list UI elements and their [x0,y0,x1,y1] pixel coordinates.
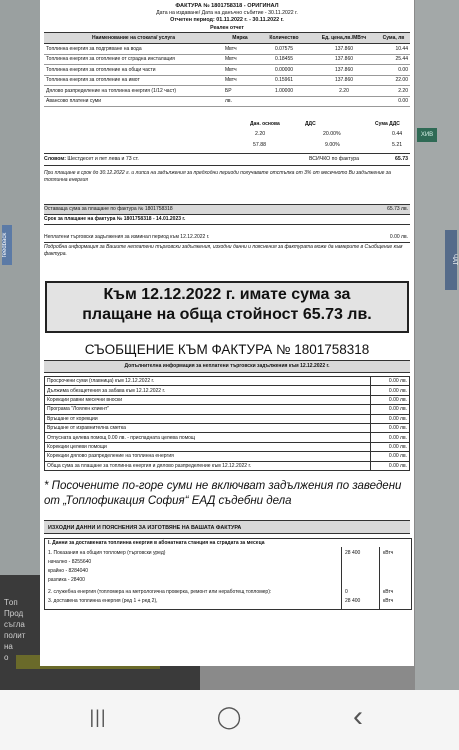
source-line: начално - 8255640 [48,559,92,565]
back-icon[interactable]: ‹ [353,700,363,733]
invoice-title: ФАКТУРА № 1801758318 - ОРИГИНАЛ [175,3,279,9]
source-data-table [44,538,412,610]
table-cell: 0.00 [377,96,410,107]
source-line: 2. служебна енергия (топломера на метрологична проверка, ремонт или неработещ топломер): [48,589,272,595]
cookie-banner-line: полит [4,631,26,640]
table-cell: Мвтч [223,75,257,86]
table-cell: 0.00 лв. [371,395,410,404]
cookie-banner-line: съгла [4,620,25,629]
cookie-banner-line: на [4,642,13,651]
column-header: Ед. цена,лв./МВтч [311,33,377,44]
source-line: крайно - 8284040 [48,568,88,574]
table-cell: 0.00 лв. [371,433,410,442]
table-cell: 10.44 [377,44,410,55]
invoice-document [40,0,414,666]
table-row [44,65,410,76]
unpaid-value: 0.00 лв. [389,234,408,240]
chat-tab[interactable]: ЧАТ [445,230,457,290]
table-cell: 0.07575 [257,44,311,55]
table-row [45,423,410,432]
source-line: 3. доставена топлинна енергия (ред 1 + ред 2), [48,598,158,604]
table-cell: Дялово разпределение на топлинна енергия (1/12 част) [44,86,223,97]
table-cell: 1.00000 [257,86,311,97]
vat-header: ДДС [305,121,316,127]
source-value: 28 400 [345,598,361,604]
table-row [45,377,410,386]
source-unit: кВтч [383,550,394,556]
table-cell: 0.00 лв. [371,442,410,451]
notice-line-2: плащане на обща стойност 65.73 лв. [82,306,372,323]
notice-line-1: Към 12.12.2022 г. имате сума за [103,286,351,303]
remaining-label: Оставаща сума за плащане по фактура № 1801758318 [44,206,173,212]
table-row [44,75,410,86]
table-cell [311,96,377,107]
table-cell: 0.00 лв. [371,423,410,432]
total-value: 65.73 [395,156,408,162]
table-row [44,86,410,97]
table-row [45,395,410,404]
extra-info-header: Допълнителна информация за неплатени търговски задължения към 12.12.2022 г. [44,360,410,373]
cookie-banner-line: Прод [4,609,24,618]
invoice-items-table [44,32,410,107]
table-cell: 0.00000 [257,65,311,76]
table-cell: Дължима обезщетения за забава към 12.12.2022 г. [45,386,371,395]
due-term-row: Срок за плащане на фактура № 1801758318 - 14.01.2023 г. [44,215,410,225]
source-line: разлика - 28400 [48,577,85,583]
table-cell: Корекции равни месечни вноски [45,395,371,404]
invoice-report-type: Реален отчет [210,25,244,31]
column-header: Наименование на стоката/ услуга [44,33,223,44]
invoice-period: Отчетен период: 01.11.2022 г. - 30.11.2022 г. [170,17,284,23]
table-cell: 2.20 [377,86,410,97]
source-line: I. Данни за доставената топлинна енергия в абонатната станция на сградата за месеца [48,540,265,546]
source-data-header: ИЗХОДНИ ДАННИ И ПОЯСНЕНИЯ ЗА ИЗГОТВЯНЕ НА ВАШАТА ФАКТУРА [44,520,410,534]
table-cell: Връщане от изравнителна сметка [45,423,371,432]
source-line: 1. Показания на общия топломер (търговски уред) [48,550,166,556]
words-label: Словом: [44,156,66,162]
table-cell: 0.00 лв. [371,405,410,414]
source-unit: кВтч [383,598,394,604]
cookie-banner-line: Tоп [4,598,18,607]
table-row [45,461,410,470]
table-cell: Мвтч [223,44,257,55]
table-cell: 0.00 [377,65,410,76]
unpaid-label: Неплатени търговски задължения за изминал период към 12.12.2022 г. [44,234,210,240]
vat-sum-header: Сума ДДС [375,121,400,127]
message-title: СЪОБЩЕНИЕ КЪМ ФАКТУРА № 1801758318 [84,342,370,357]
table-cell: 0.00 лв. [371,386,410,395]
table-cell: Обща сума за плащане за топлинна енергия и дялово разпределение към 12.12.2022 г. [45,461,371,470]
vat-rate-value: 20.00% [323,131,341,137]
unpaid-row [44,233,410,243]
table-cell: Програма "Лоялен клиент" [45,405,371,414]
details-note: Подробна информация за Вашите неплатени търговски задължения, изходни данни и пояснения за фактурата може да намерите в Съобщение към фактура. [44,244,403,257]
discount-note: При плащане в срок до 30.12.2022 г. и липса на задължения за предходни периоди получавате отстъпка от 3% от месечното Ви задължение за топлинна енергия [44,170,391,183]
table-cell: Корекции дялово разпределение на топлинна енергия [45,452,371,461]
navigation-bar [0,690,459,750]
table-row [45,386,410,395]
table-cell: Отпусната целева помощ 0.00 лв. - приспадната целева помощ [45,433,371,442]
table-cell: Авансово платени суми [44,96,223,107]
table-cell: 137.860 [311,75,377,86]
table-row [44,44,410,55]
court-disclaimer: * Посочените по-горе суми не включват задължения по заведени от „Топлофикация София“ ЕАД съдебни дела [44,480,402,507]
table-cell: 137.860 [311,54,377,65]
vat-rate-value: 9.00% [325,142,340,148]
vat-base-header: Дан. основа [250,121,280,127]
table-cell: 22.00 [377,75,410,86]
source-value: 28 400 [345,550,361,556]
table-cell: 2.20 [311,86,377,97]
column-divider [379,547,380,609]
table-cell: 0.15961 [257,75,311,86]
table-row [45,405,410,414]
vat-base-value: 57.88 [253,142,266,148]
words-value: Шестдесет и пет лева и 73 ст. [67,156,139,162]
invoice-dates: Дата на издаване/ Дата на данъчно събитие - 30.11.2022 г. [156,10,298,16]
table-cell: лв. [223,96,257,107]
table-cell: 137.860 [311,65,377,76]
table-cell: Просрочени суми (главница) към 12.12.2022 г. [45,377,371,386]
table-cell: 0.00 лв. [371,461,410,470]
table-row [45,452,410,461]
table-row [45,433,410,442]
extra-info-table [44,376,410,471]
amount-in-words-row [44,153,410,166]
vat-sum-value: 0.44 [392,131,403,137]
table-cell: 0.18455 [257,54,311,65]
table-cell: Топлинна енергия за отопление на имот [44,75,223,86]
feedback-tab[interactable]: feedback [2,225,12,265]
column-header: Количество [257,33,311,44]
table-cell [257,96,311,107]
table-header-row [44,33,410,44]
remaining-amount-row [44,204,410,215]
vat-base-value: 2.20 [255,131,266,137]
table-row [45,414,410,423]
archive-badge: ХИВ [417,128,437,142]
total-due-notice [45,281,409,333]
home-icon[interactable]: ◯ [216,704,242,729]
table-cell: Мвтч [223,65,257,76]
table-cell: Топлинна енергия за отопление на общи части [44,65,223,76]
table-cell: 137.860 [311,44,377,55]
table-row [44,54,410,65]
column-divider [341,547,342,609]
table-row [45,442,410,451]
cookie-banner-line: о [4,653,9,662]
table-cell: Топлинна енергия за отопление от сградна инсталация [44,54,223,65]
table-cell: Мвтч [223,54,257,65]
recents-icon[interactable]: ||| [89,706,107,727]
source-value: 0 [345,589,348,595]
table-row [44,96,410,107]
background-right-panel [415,0,459,690]
table-cell: 0.00 лв. [371,377,410,386]
table-cell: 25.44 [377,54,410,65]
source-unit: кВтч [383,589,394,595]
vat-sum-value: 5.21 [392,142,403,148]
table-cell: Връщане от корекции [45,414,371,423]
table-cell: Корекции целеви помощи [45,442,371,451]
total-label: ВСИЧКО по фактура [309,156,360,162]
remaining-value: 65.73 лв. [387,206,408,212]
table-cell: БР [223,86,257,97]
column-header: Сума, лв [377,33,410,44]
table-cell: 0.00 лв. [371,452,410,461]
table-cell: Топлинна енергия за подгряване на вода [44,44,223,55]
table-cell: 0.00 лв. [371,414,410,423]
column-header: Мярка [223,33,257,44]
